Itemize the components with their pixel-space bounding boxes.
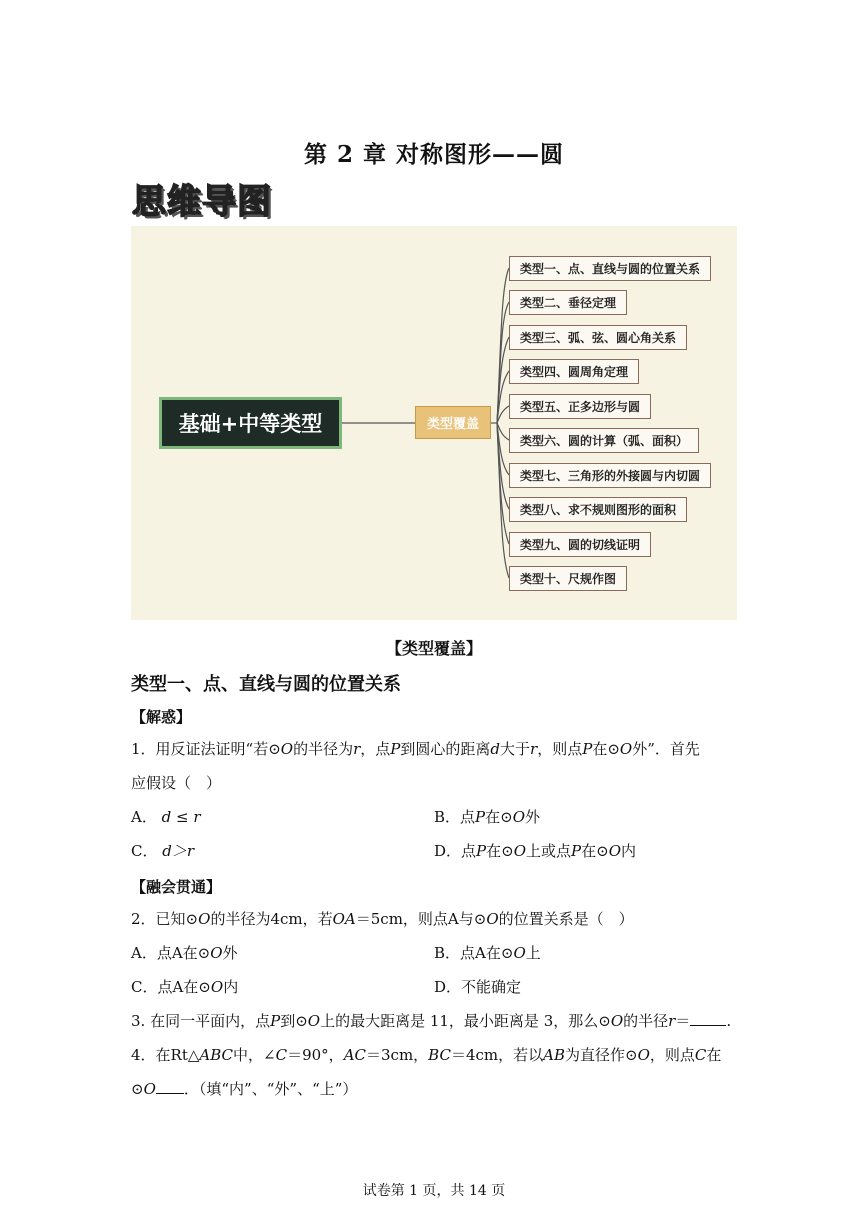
answer-blank xyxy=(690,1011,726,1026)
mind-map xyxy=(131,226,737,620)
mindmap-heading: 思维导图 xyxy=(132,182,272,222)
question-1-option-c: C． d＞r xyxy=(131,842,195,860)
mindmap-leaf: 类型四、圆周角定理 xyxy=(509,359,639,384)
question-2-option-b: B．点A在⊙O上 xyxy=(434,944,541,962)
mindmap-leaf: 类型五、正多边形与圆 xyxy=(509,394,651,419)
mindmap-leaf: 类型一、点、直线与圆的位置关系 xyxy=(509,256,711,281)
page-footer: 试卷第 1 页，共 14 页 xyxy=(362,1183,506,1199)
section-heading: 【类型覆盖】 xyxy=(385,639,482,658)
question-1-line-1: 1．用反证法证明“若⊙O的半径为r，点P到圆心的距离d大于r，则点P在⊙O外”．首先 xyxy=(131,740,700,758)
question-1-option-d: D．点P在⊙O上或点P在⊙O内 xyxy=(434,842,637,860)
question-1-option-b: B．点P在⊙O外 xyxy=(434,808,541,826)
mindmap-leaf: 类型八、求不规则图形的面积 xyxy=(509,497,687,522)
question-1-option-a: A． d ≤ r xyxy=(131,808,201,826)
question-2: 2．已知⊙O的半径为4cm，若OA＝5cm，则点A与⊙O的位置关系是（ ） xyxy=(131,910,634,928)
mindmap-category-node: 类型覆盖 xyxy=(415,406,491,439)
answer-blank xyxy=(156,1079,184,1094)
mindmap-leaf: 类型九、圆的切线证明 xyxy=(509,532,651,557)
mindmap-leaf: 类型十、尺规作图 xyxy=(509,566,627,591)
question-2-option-d: D．不能确定 xyxy=(434,978,522,996)
jiehuo-tag: 【解惑】 xyxy=(131,708,192,726)
mindmap-leaf: 类型三、弧、弦、圆心角关系 xyxy=(509,325,687,350)
page-title: 第 2 章 对称图形——圆 xyxy=(303,141,565,168)
question-3: 3. 在同一平面内，点P到⊙O上的最大距离是 11，最小距离是 3，那么⊙O的半径r＝ . xyxy=(131,1012,732,1030)
question-4-line-2: ⊙O ．（填“内”、“外”、“上”） xyxy=(131,1080,358,1098)
question-2-option-a: A．点A在⊙O外 xyxy=(131,944,238,962)
mindmap-root-node: 基础+中等类型 xyxy=(159,397,342,449)
ronghui-tag: 【融会贯通】 xyxy=(131,878,222,896)
type-heading: 类型一、点、直线与圆的位置关系 xyxy=(131,674,401,695)
question-4-line-1: 4．在Rt△ABC中，∠C＝90°，AC＝3cm，BC＝4cm，若以AB为直径作⊙O，则点C在 xyxy=(131,1046,722,1064)
question-2-option-c: C．点A在⊙O内 xyxy=(131,978,239,996)
question-1-line-2: 应假设（ ） xyxy=(131,774,222,792)
mindmap-leaf: 类型七、三角形的外接圆与内切圆 xyxy=(509,463,711,488)
mindmap-leaf: 类型六、圆的计算（弧、面积） xyxy=(509,428,699,453)
mindmap-leaf: 类型二、垂径定理 xyxy=(509,290,627,315)
